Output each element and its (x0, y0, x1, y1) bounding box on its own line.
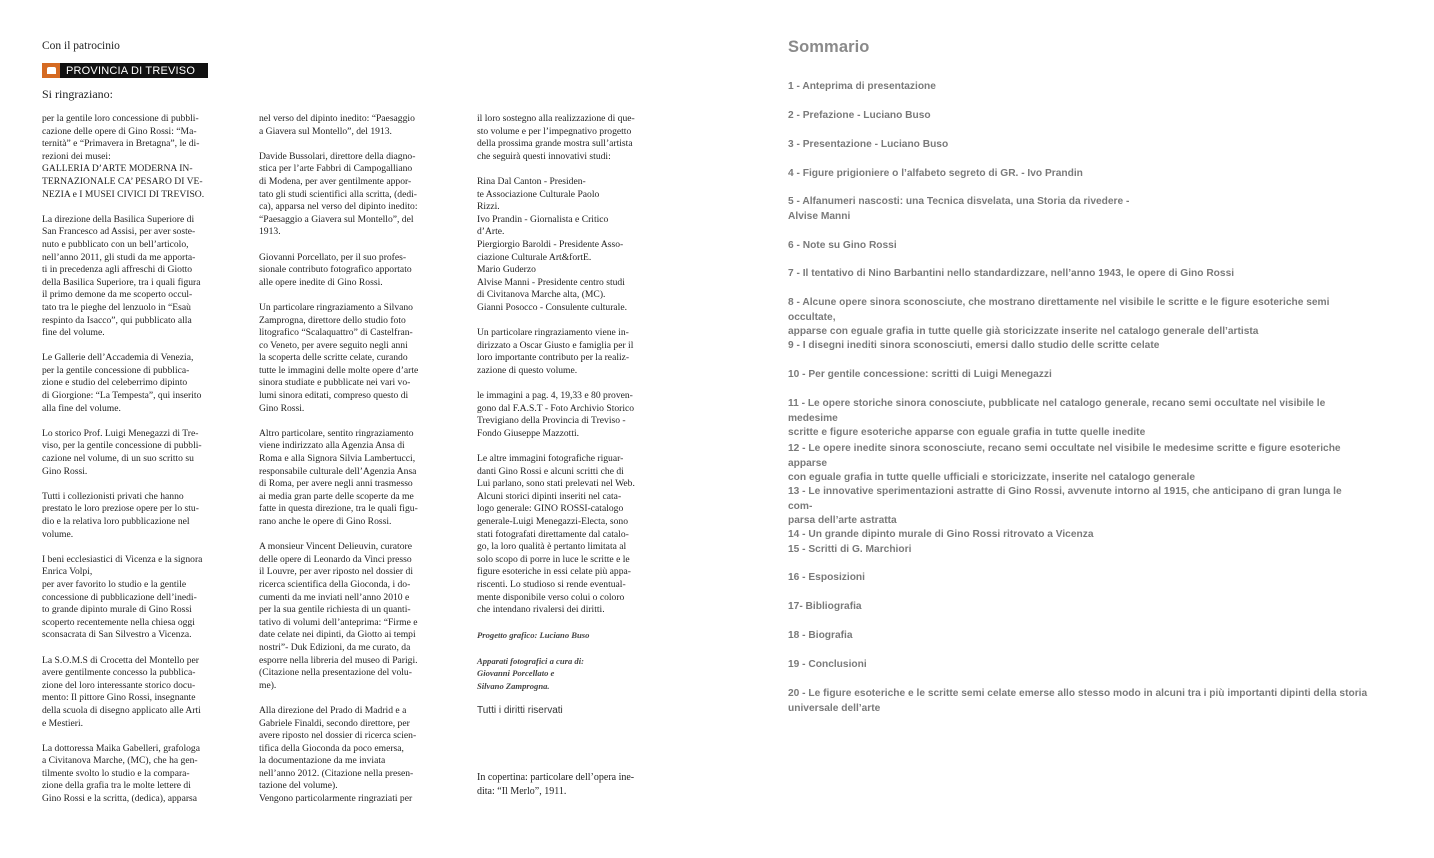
toc-item: 9 - I disegni inediti sinora sconosciuti, emersi dallo studio delle scritte celate (788, 340, 1160, 351)
ack-paragraph: Giovanni Porcellato, per il suo profes- sionale contributo fotografico apportato alle opere inedite di Gino Rossi. (259, 251, 412, 288)
ack-paragraph: Altro particolare, sentito ringraziamento viene indirizzato alla Agenzia Ansa di Roma e alla Signora Silvia Lambertucci, responsabile culturale dell’Agenzia Ansa di Roma, per avere negli anni trasmesso ai media gran parte delle scoperte da me fatte in questa direzione, tra le quali figu- rano anche le opere di Gino Rossi. (259, 427, 418, 527)
toc-item: 19 - Conclusioni (788, 659, 867, 670)
acknowledgements-column-3 (477, 113, 647, 730)
ack-paragraph: Alla direzione del Prado di Madrid e a Gabriele Finaldi, secondo direttore, per avere riposto nel dossier di ricerca scien- tifica della Gioconda da poco emersa, la documentazione da me inviata nell’anno 2012. (Citazione nella presen- tazione del volume). Vengono particolarmente ringraziati per (259, 704, 417, 805)
toc-item: 20 - Le figure esoteriche e le scritte semi celate emerse allo stesso modo in alcuni tra i più importanti dipinti della storia universale dell’arte (788, 688, 1368, 714)
toc-item: 1 - Anteprima di presentazione (788, 81, 936, 92)
patronage-label: Con il patrocinio (42, 40, 120, 52)
toc-item: 12 - Le opere inedite sinora sconosciute, recano semi occultate nel visibile le medesime scritte e figure esoteriche apparse con eguale grafia in tutte quelle ufficiali e storicizzate, inserite nel catalogo generale (788, 443, 1341, 483)
toc-item: 2 - Prefazione - Luciano Buso (788, 110, 931, 121)
photo-credit: Apparati fotografici a cura di: Giovanni Porcellato e Silvano Zamprogna. (477, 655, 584, 691)
toc-item: 11 - Le opere storiche sinora conosciute, pubblicate nel catalogo generale, recano semi occultate nel visibile le medesime scritte e figure esoteriche apparse con eguale grafia in tutte quelle inedite (788, 398, 1326, 438)
province-logo (42, 63, 208, 78)
toc-item: 8 - Alcune opere sinora sconosciute, che mostrano direttamente nel visibile le scritte e le figure esoteriche semi occultate, apparse con eguale grafia in tutte quelle già storicizzate inserite nel catalogo generale dell’artista (788, 297, 1330, 337)
ack-paragraph: La dottoressa Maika Gabelleri, grafologa a Civitanova Marche, (MC), che ha gen- tilmente svolto lo studio e la compara- zione della grafia tra le molte lettere di Gino Rossi e la scritta, (dedica), apparsa (42, 742, 200, 805)
toc-item: 16 - Esposizioni (788, 572, 865, 583)
ack-paragraph: Un particolare ringraziamento viene in- dirizzato a Oscar Giusto e famiglia per il loro importante contributo per la realiz- zazione di questo volume. (477, 327, 634, 376)
logo-text: PROVINCIA DI TREVISO (66, 64, 196, 77)
ack-paragraph: Davide Bussolari, direttore della diagno- stica per l’arte Fabbri di Campogalliano di Modena, per aver gentilmente appor- tato gli studi scientifici alla scritta, (dedi- ca), apparsa nel verso del dipinto inedito: “Paesaggio a Giavera sul Montello”, del 1913. (259, 150, 418, 238)
ack-paragraph: per la gentile loro concessione di pubbli- cazione delle opere di Gino Rossi: “Ma- ternità” e “Primavera in Bretagna”, le di- rezioni dei musei: GALLERIA D’ARTE MODERNA IN- TERNAZIONALE CA’ PESARO DI VE- NEZIA e I MUSEI CIVICI DI TREVISO. (42, 113, 205, 200)
toc-item: 3 - Presentazione - Luciano Buso (788, 139, 949, 150)
toc-item: 7 - Il tentativo di Nino Barbantini nello standardizzare, nell’anno 1943, le opere di Gino Rossi (788, 268, 1235, 279)
toc-item: 4 - Figure prigioniere o l’alfabeto segreto di GR. - Ivo Prandin (788, 168, 1083, 179)
ack-paragraph: il loro sostegno alla realizzazione di que- sto volume e per l’impegnativo progetto della prossima grande mostra sull’artista che seguirà questi innovativi studi: (477, 113, 635, 162)
toc-item: 13 - Le innovative sperimentazioni astratte di Gino Rossi, avvenute intorno al 1915, che anticipano di gran lunga le com- parsa dell’arte astratta (788, 486, 1342, 526)
ack-paragraph: le immagini a pag. 4, 19,33 e 80 proven- gono dal F.A.S.T - Foto Archivio Storico Trevigiano della Provincia di Treviso - Fondo Giuseppe Mazzotti. (477, 390, 635, 439)
toc-title: Sommario (788, 38, 870, 56)
toc-item: 18 - Biografia (788, 630, 853, 641)
acknowledgements-column-2 (259, 113, 431, 818)
thanks-heading: Si ringraziano: (42, 87, 113, 101)
province-emblem-icon (42, 63, 60, 78)
ack-paragraph: Tutti i collezionisti privati che hanno prestato le loro preziose opere per lo stu- dio e la relativa loro pubblicazione nel volume. (42, 490, 199, 540)
ack-paragraph: Le altre immagini fotografiche riguar- danti Gino Rossi e alcuni scritti che di Lui parlano, sono stati prelevati nel Web. Alcuni storici dipinti inseriti nel cata- logo generale: GINO ROSSI-catalogo generale-Luigi Menegazzi-Electa, sono stati fotografati direttamente dal catalo- go, la loro qualità è pertanto limitata al solo scopo di porre in luce le scritte e le figure esoteriche in essi celate più appa- riscenti. Lo studioso si rende eventual- mente disponibile verso colui o coloro che intendano rivalersi dei diritti. (477, 453, 635, 616)
toc-item: 5 - Alfanumeri nascosti: una Tecnica disvelata, una Storia da rivedere - Alvise Manni (788, 196, 1130, 222)
ack-paragraph: Lo storico Prof. Luigi Menegazzi di Tre- viso, per la gentile concessione di pubbli- cazione nel volume, di un suo scritto su Gino Rossi. (42, 427, 202, 477)
rights-notice: Tutti i diritti riservati (477, 704, 563, 716)
cover-caption: In copertina: particolare dell’opera ine- dita: “Il Merlo”, 1911. (477, 772, 635, 797)
ack-paragraph: Le Gallerie dell’Accademia di Venezia, per la gentile concessione di pubblica- zione e studio del celeberrimo dipinto di Giorgione: “La Tempesta”, qui inserito alla fine del volume. (42, 352, 202, 414)
toc-item: 14 - Un grande dipinto murale di Gino Rossi ritrovato a Vicenza 15 - Scritti di G. Marchiori (788, 529, 1094, 555)
toc-item: 17- Bibliografia (788, 601, 862, 612)
toc-item: 6 - Note su Gino Rossi (788, 240, 897, 251)
design-credit: Progetto grafico: Luciano Buso (477, 630, 590, 641)
ack-paragraph: A monsieur Vincent Delieuvin, curatore delle opere di Leonardo da Vinci presso il Louvre, per aver riposto nel dossier di ricerca scientifica della Gioconda, i do- cumenti da me inviati nell’anno 2010 e per la sua gentile richiesta di un quanti- tativo di volumi dell’anteprima: “Firme e date celate nei dipinti, da Giotto ai tempi nostri”- Duk Edizioni, da me curato, da esporre nella libreria del museo di Parigi. (Citazione nella presentazione del volu- me). (259, 541, 418, 691)
ack-paragraph: Un particolare ringraziamento a Silvano Zamprogna, direttore dello studio foto litografico “Scalaquattro” di Castelfran- co Veneto, per avere seguito negli anni la scoperta delle scritte celate, curando tutte le immagini delle molte opere d’arte sinora studiate e pubblicate nei vari vo- lumi sinora editati, compreso questo di Gino Rossi. (259, 301, 419, 414)
toc-item: 10 - Per gentile concessione: scritti di Luigi Menegazzi (788, 369, 1052, 380)
ack-paragraph: La S.O.M.S di Crocetta del Montello per avere gentilmente concesso la pubblica- zione del loro interessante storico docu- mento: Il pittore Gino Rossi, insegnante della scuola di disegno applicato alle Arti e Mestieri. (42, 654, 201, 729)
ack-paragraph: Rina Dal Canton - Presiden- te Associazione Culturale Paolo Rizzi. Ivo Prandin - Giornalista e Critico d’Arte. Piergiorgio Baroldi - Presidente Asso- ciazione Culturale Art&fortE. Mario Guderzo Alvise Manni - Presidente centro studi di Civitanova Marche alta, (MC). Gianni Posocco - Consulente culturale. (477, 175, 628, 313)
ack-paragraph: La direzione della Basilica Superiore di San Francesco ad Assisi, per aver soste- nuto e pubblicato con un bell’articolo, nell’anno 2011, gli studi da me apporta- ti in precedenza agli affreschi di Giotto della Basilica Superiore, tra i quali figura il primo demone da me scoperto occul- tato tra le pieghe del lenzuolo in “Esaù respinto da Isacco”, qui pubblicato alla fine del volume. (42, 213, 201, 339)
acknowledgements-column-1 (42, 113, 218, 818)
ack-paragraph: I beni ecclesiastici di Vicenza e la signora Enrica Volpi, per aver favorito lo studio e la gentile concessione di pubblicazione dell’inedi- to grande dipinto murale di Gino Rossi scoperto recentemente nella chiesa oggi sconsacrata di San Silvestro a Vicenza. (42, 553, 203, 641)
ack-paragraph: nel verso del dipinto inedito: “Paesaggio a Giavera sul Montello”, del 1913. (259, 113, 415, 137)
